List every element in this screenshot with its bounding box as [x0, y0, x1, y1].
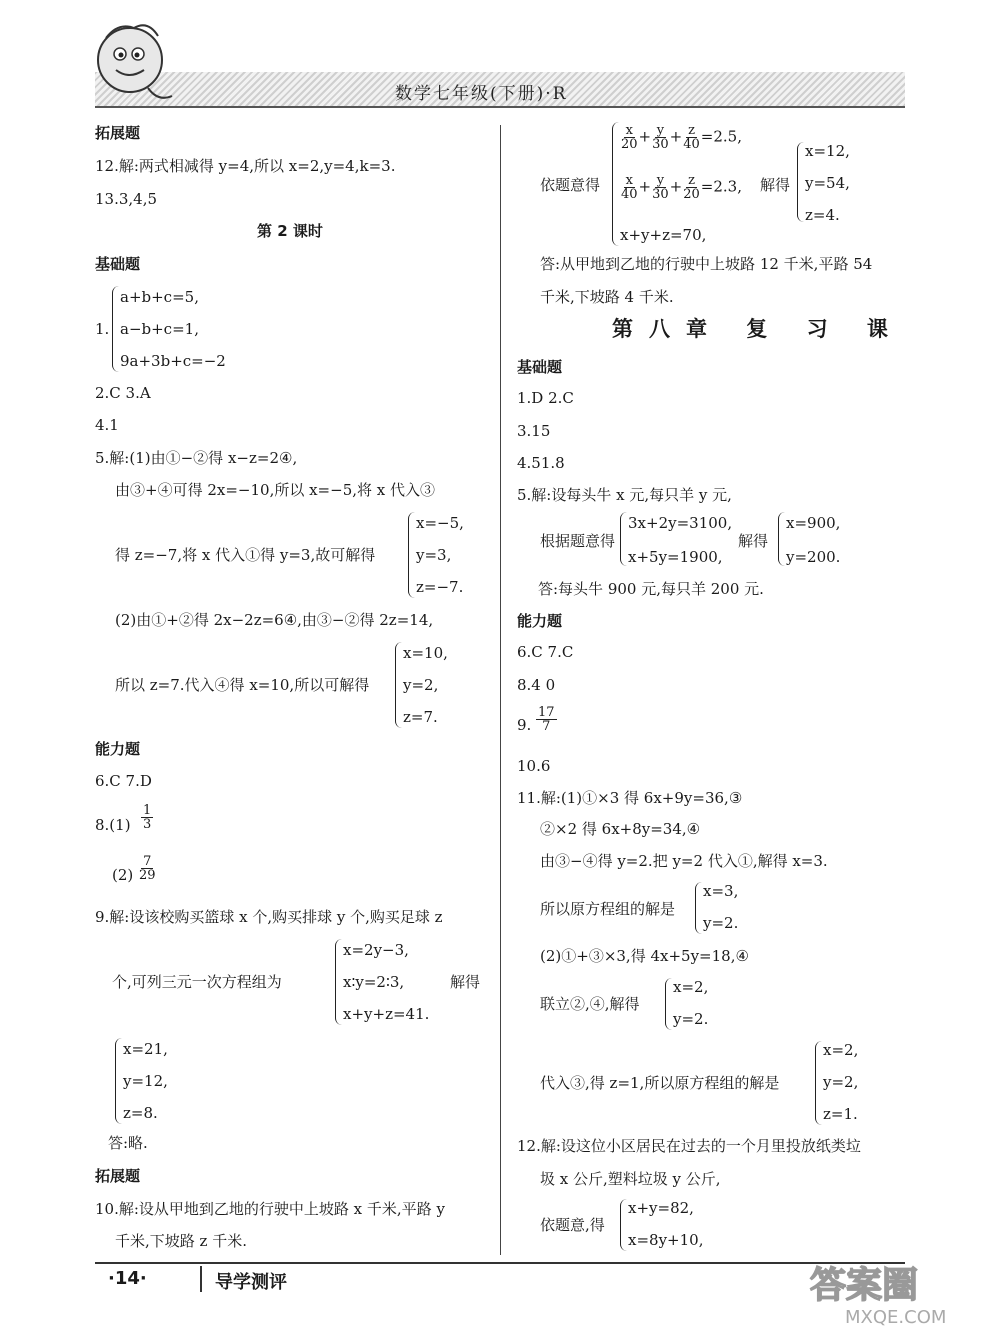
equation-row: x+y+z=70, — [620, 226, 707, 244]
equation-row: 9a+3b+c=−2 — [120, 352, 226, 370]
answer-9-line: 9.解:设该校购买篮球 x 个,购买排球 y 个,购买足球 z — [95, 908, 443, 926]
equation-row: x+y+z=41. — [343, 1005, 430, 1023]
fraction — [141, 804, 153, 831]
equation-row: x=12, — [805, 142, 850, 160]
book-title: 数学七年级(下册)·R — [395, 84, 568, 104]
answer-11-line: 联立②,④,解得 — [540, 995, 640, 1013]
equation-system — [620, 510, 740, 570]
section-heading: 拓展题 — [95, 1167, 141, 1185]
equation-row: x=10, — [403, 644, 448, 662]
equation-row: x=2, — [823, 1041, 859, 1059]
section-heading: 拓展题 — [95, 124, 141, 142]
equation-system — [612, 120, 782, 250]
answer-2-3: 2.C 3.A — [95, 384, 151, 402]
solution-system — [695, 880, 775, 938]
brace-icon — [665, 978, 672, 1030]
fraction-numerator: 1 — [143, 803, 152, 818]
brace-icon — [778, 512, 785, 566]
solve-label: 解得 — [760, 176, 791, 194]
section-heading: 基础题 — [517, 358, 563, 376]
brace-icon — [395, 642, 402, 728]
section-heading: 基础题 — [95, 255, 141, 273]
brace-icon — [620, 512, 627, 566]
answer-8-1-label: 8.(1) — [95, 816, 131, 834]
svg-text:MXQE.COM: MXQE.COM — [845, 1307, 947, 1328]
lesson-heading: 第 2 课时 — [257, 222, 323, 240]
equation-system — [620, 1197, 720, 1255]
equation-row: y=2. — [673, 1010, 709, 1028]
equation-row: x=−5, — [416, 514, 464, 532]
chapter-title: 第八章 复 习 课 — [612, 317, 904, 341]
answer-3: 3.15 — [517, 422, 551, 440]
answer-5-final: 答:每头牛 900 元,每只羊 200 元. — [538, 580, 764, 598]
equation-row: y=2. — [703, 914, 739, 932]
answer-10-final: 千米,下坡路 4 千米. — [540, 288, 674, 306]
solution-system — [778, 510, 868, 570]
answer-4: 4.1 — [95, 416, 119, 434]
answer-12-line: 12.解:设这位小区居民在过去的一个月里投放纸类垃 — [517, 1137, 861, 1155]
equation-row: y=2, — [403, 676, 439, 694]
brace-icon — [115, 1038, 122, 1124]
equation-row: z=−7. — [416, 578, 464, 596]
answer-8: 8.4 0 — [517, 676, 556, 694]
fraction-denominator: 3 — [143, 817, 152, 832]
answer-5-line: 5.解:(1)由①−②得 x−z=2④, — [95, 449, 298, 467]
answer-11-line: 代入③,得 z=1,所以原方程组的解是 — [540, 1074, 780, 1092]
equation-system — [335, 937, 445, 1029]
answer-5-line: 5.解:设每头牛 x 元,每只羊 y 元, — [517, 486, 732, 504]
equation-row: x=3, — [703, 882, 739, 900]
equation-row: z=8. — [123, 1104, 158, 1122]
answer-10: 10.6 — [517, 757, 551, 775]
brace-icon — [695, 882, 702, 934]
brace-icon — [797, 142, 804, 222]
equation-row: z=1. — [823, 1105, 858, 1123]
fraction-numerator: 17 — [538, 705, 555, 720]
solution-system — [408, 510, 498, 602]
section-heading: 能力题 — [95, 740, 141, 758]
answer-11-line: 11.解:(1)①×3 得 6x+9y=36,③ — [517, 789, 743, 807]
answer-11-line: 所以原方程组的解是 — [540, 900, 676, 918]
equation-row: x=21, — [123, 1040, 168, 1058]
answer-1-label: 1. — [95, 320, 110, 338]
answer-5-line: 得 z=−7,将 x 代入①得 y=3,故可解得 — [115, 546, 376, 564]
answer-12-line: 依题意,得 — [540, 1216, 605, 1234]
brace-icon — [335, 939, 342, 1025]
equation-row: z=4. — [805, 206, 840, 224]
fraction-denominator: 7 — [542, 719, 551, 734]
brace-icon — [620, 1199, 627, 1251]
answer-5-line: (2)由①+②得 2x−2z=6④,由③−②得 2z=14, — [115, 611, 434, 629]
brace-icon — [112, 286, 119, 372]
equation-system — [112, 284, 282, 376]
equation-row: x+5y=1900, — [628, 548, 723, 566]
svg-text:答案圈: 答案圈 — [810, 1265, 919, 1306]
answer-9-line: 解得 — [450, 973, 481, 991]
answer-10-line: 千米,下坡路 z 千米. — [115, 1232, 247, 1250]
fraction — [536, 706, 557, 733]
footer-separator — [200, 1266, 202, 1292]
equation-row: x=8y+10, — [628, 1231, 704, 1249]
condition-label: 依题意得 — [540, 176, 601, 194]
solution-system — [797, 140, 877, 226]
equation-row: x∶y=2∶3, — [343, 973, 405, 991]
solution-system — [665, 976, 745, 1034]
equation-row: z=7. — [403, 708, 438, 726]
answer-10-final: 答:从甲地到乙地的行驶中上坡路 12 千米,平路 54 — [540, 255, 873, 273]
answer-5-line: 所以 z=7.代入④得 x=10,所以可解得 — [115, 676, 370, 694]
equation-row: a+b+c=5, — [120, 288, 199, 306]
answer-5-line: 根据题意得 — [540, 532, 616, 550]
equation-row: y=200. — [786, 548, 841, 566]
answer-11-line: ②×2 得 6x+8y=34,④ — [540, 820, 701, 838]
equation-row: y=12, — [123, 1072, 168, 1090]
equation-row: x=2y−3, — [343, 941, 409, 959]
section-heading: 能力题 — [517, 612, 563, 630]
answer-11-line: 由③−④得 y=2.把 y=2 代入①,解得 x=3. — [540, 852, 828, 870]
footer-rule — [95, 1262, 905, 1264]
brand-name: 导学测评 — [215, 1272, 287, 1293]
answer-1-2: 1.D 2.C — [517, 389, 574, 407]
brace-icon — [612, 122, 619, 246]
answer-13: 13.3,4,5 — [95, 190, 158, 208]
answer-11-line: (2)①+③×3,得 4x+5y=18,④ — [540, 947, 749, 965]
equation-row: x=2, — [673, 978, 709, 996]
watermark-logo — [790, 1255, 990, 1330]
answer-9-label: 9. — [517, 716, 532, 734]
page-number: ·14· — [108, 1268, 147, 1289]
brace-icon — [408, 512, 415, 598]
answer-6-7: 6.C 7.C — [517, 643, 574, 661]
fraction-numerator: 7 — [143, 854, 152, 869]
equation-row: y=3, — [416, 546, 452, 564]
answer-9-final: 答:略. — [108, 1134, 148, 1152]
equation-row: 3x+2y=3100, — [628, 514, 733, 532]
answer-12: 12.解:两式相减得 y=4,所以 x=2,y=4,k=3. — [95, 157, 396, 175]
answer-5-line: 由③+④可得 2x=−10,所以 x=−5,将 x 代入③ — [115, 481, 436, 499]
equation-row: a−b+c=1, — [120, 320, 199, 338]
answer-12-line: 圾 x 公斤,塑料垃圾 y 公斤, — [540, 1170, 721, 1188]
fraction — [139, 855, 156, 882]
equation-row: $\frac{x}{20}$ + $\frac{y}{30}$ + $\frac{z}{40}$ =2.5, — [621, 123, 742, 152]
equation-row: y=2, — [823, 1073, 859, 1091]
equation-row: x+y=82, — [628, 1199, 694, 1217]
answer-4: 4.51.8 — [517, 454, 565, 472]
equation-row: y=54, — [805, 174, 850, 192]
solution-system — [115, 1036, 205, 1128]
answer-8-2-label: (2) — [112, 866, 134, 884]
solve-label: 解得 — [738, 532, 769, 550]
equation-row: $\frac{x}{40}$ + $\frac{y}{30}$ + $\frac{z}{20}$ =2.3, — [621, 173, 742, 202]
answer-9-line: 个,可列三元一次方程组为 — [112, 973, 282, 991]
answer-6-7: 6.C 7.D — [95, 772, 152, 790]
solution-system — [395, 640, 485, 732]
solution-system — [815, 1039, 895, 1129]
mascot-logo — [88, 18, 178, 108]
fraction-denominator: 29 — [139, 868, 156, 883]
equation-row: x=900, — [786, 514, 841, 532]
brace-icon — [815, 1041, 822, 1125]
column-divider — [500, 125, 501, 1255]
answer-10-line: 10.解:设从甲地到乙地的行驶中上坡路 x 千米,平路 y — [95, 1200, 445, 1218]
